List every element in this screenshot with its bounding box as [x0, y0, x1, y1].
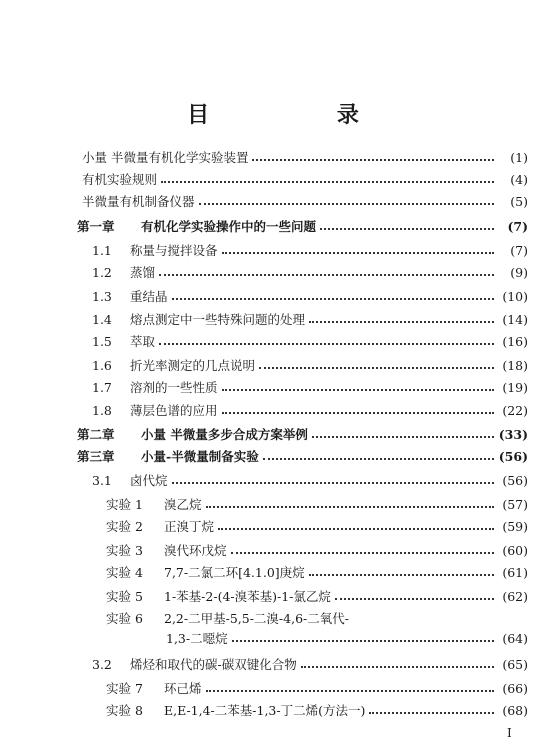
toc-entry — [106, 497, 528, 513]
toc-entry-title: 萃取 — [130, 334, 156, 349]
toc-entry-page: (60) — [502, 543, 528, 558]
toc-leader-dots — [369, 712, 494, 714]
toc-entry-title: E,E-1,4-二苯基-1,3-丁二烯(方法一) — [164, 703, 366, 718]
toc-entry — [92, 358, 528, 374]
toc-entry-page: (64) — [502, 631, 528, 646]
toc-leader-dots — [259, 367, 494, 369]
toc-leader-dots — [161, 181, 494, 183]
toc-entry-page: (16) — [502, 334, 528, 349]
toc-entry — [92, 403, 528, 419]
toc-entry-number: 第三章 — [77, 449, 115, 464]
toc-entry-title: 蒸馏 — [130, 265, 156, 280]
toc-entry — [92, 334, 528, 350]
toc-entry — [92, 473, 528, 489]
toc-entry-number: 第一章 — [77, 219, 115, 234]
toc-entry-title: 小量 半微量多步合成方案举例 — [141, 427, 308, 442]
toc-entry — [92, 265, 528, 281]
toc-entry-title: 溴乙烷 — [164, 497, 202, 512]
toc-entry — [92, 657, 528, 673]
toc-entry-page: (5) — [510, 194, 528, 209]
toc-entry-title: 有机实验规则 — [82, 172, 158, 187]
toc-entry-title: 小量-半微量制备实验 — [141, 449, 259, 464]
toc-entry-number: 实验 2 — [106, 519, 143, 534]
page-number: I — [507, 726, 512, 740]
toc-entry-title: 正溴丁烷 — [164, 519, 215, 534]
toc-entry-title: 熔点测定中一些特殊问题的处理 — [130, 312, 306, 327]
toc-entry-number: 1.6 — [92, 358, 112, 373]
toc-entry-title: 半微量有机制备仪器 — [82, 194, 195, 209]
toc-leader-dots — [301, 666, 494, 668]
toc-leader-dots — [218, 528, 494, 530]
toc-entry-number: 1.1 — [92, 243, 112, 258]
toc-entry-title: 1,3-二噁烷 — [166, 631, 228, 646]
toc-entry — [77, 449, 528, 465]
toc-entry — [166, 631, 528, 647]
toc-entry-page: (14) — [502, 312, 528, 327]
toc-entry-title: 烯烃和取代的碳-碳双键化合物 — [130, 657, 297, 672]
toc-leader-dots — [232, 640, 494, 642]
toc-entry-title: 1-苯基-2-(4-溴苯基)-1-氯乙烷 — [164, 589, 331, 604]
toc-entry — [92, 312, 528, 328]
toc-entry-title: 2,2-二甲基-5,5-二溴-4,6-二氧代- — [164, 611, 349, 626]
toc-entry-page: (18) — [502, 358, 528, 373]
toc-entry-title: 有机化学实验操作中的一些问题 — [141, 219, 317, 234]
toc-leader-dots — [172, 482, 494, 484]
toc-leader-dots — [172, 298, 494, 300]
toc-entry-page: (68) — [502, 703, 528, 718]
toc-entry-page: (33) — [498, 427, 528, 442]
toc-leader-dots — [159, 274, 494, 276]
toc-leader-dots — [252, 159, 494, 161]
toc-entry-title: 薄层色谱的应用 — [130, 403, 218, 418]
toc-leader-dots — [199, 203, 494, 205]
toc-entry-title: 卤代烷 — [130, 473, 168, 488]
toc-entry-number: 实验 3 — [106, 543, 143, 558]
toc-leader-dots — [320, 228, 494, 230]
toc-entry — [92, 380, 528, 396]
toc-leader-dots — [309, 574, 494, 576]
toc-leader-dots — [263, 458, 494, 460]
toc-entry-title: 溶剂的一些性质 — [130, 380, 218, 395]
toc-entry-page: (7) — [507, 219, 528, 234]
toc-entry-number: 实验 8 — [106, 703, 143, 718]
toc-entry-page: (56) — [498, 449, 528, 464]
toc-entry-number: 1.8 — [92, 403, 112, 418]
toc-entry-page: (1) — [510, 150, 528, 165]
toc-entry-number: 3.1 — [92, 473, 112, 488]
toc-entry — [92, 289, 528, 305]
toc-entry-number: 实验 4 — [106, 565, 143, 580]
toc-entry-page: (9) — [510, 265, 528, 280]
toc-entry-page: (62) — [502, 589, 528, 604]
toc-entry — [92, 243, 528, 259]
toc-entry-number: 1.4 — [92, 312, 112, 327]
toc-leader-dots — [206, 690, 494, 692]
toc-entry-page: (59) — [502, 519, 528, 534]
toc-entry-page: (22) — [502, 403, 528, 418]
toc-entry-number: 1.5 — [92, 334, 112, 349]
toc-entry-page: (7) — [510, 243, 528, 258]
toc-entry-title: 环己烯 — [164, 681, 202, 696]
toc-entry — [106, 589, 528, 605]
toc-entry-page: (56) — [502, 473, 528, 488]
toc-entry-title: 重结晶 — [130, 289, 168, 304]
toc-entry — [77, 427, 528, 443]
toc-entry-page: (19) — [502, 380, 528, 395]
toc-entry — [106, 681, 528, 697]
toc-entry-page: (65) — [502, 657, 528, 672]
toc-entry — [77, 219, 528, 235]
toc-entry — [82, 172, 528, 188]
toc-leader-dots — [222, 389, 494, 391]
toc-entry — [82, 194, 528, 210]
toc-entry-number: 第二章 — [77, 427, 115, 442]
toc-entry-number: 实验 1 — [106, 497, 143, 512]
toc-entry-title: 折光率测定的几点说明 — [130, 358, 256, 373]
toc-leader-dots — [309, 321, 494, 323]
toc-entry-title: 小量 半微量有机化学实验装置 — [82, 150, 249, 165]
toc-entry-number: 实验 7 — [106, 681, 143, 696]
toc-leader-dots — [312, 436, 494, 438]
toc-entry-page: (61) — [502, 565, 528, 580]
toc-entry — [106, 519, 528, 535]
toc-leader-dots — [206, 506, 494, 508]
page-title: 目 录 — [187, 102, 419, 128]
toc-entry — [82, 150, 528, 166]
toc-leader-dots — [222, 252, 494, 254]
toc-entry — [106, 565, 528, 581]
toc-entry-number: 1.7 — [92, 380, 112, 395]
toc-entry — [106, 611, 528, 627]
toc-entry-title: 7,7-二氯二环[4.1.0]庚烷 — [164, 565, 305, 580]
toc-leader-dots — [159, 343, 494, 345]
toc-entry — [106, 543, 528, 559]
toc-leader-dots — [222, 412, 494, 414]
toc-entry-title: 溴代环戊烷 — [164, 543, 227, 558]
toc-entry-number: 1.3 — [92, 289, 112, 304]
toc-entry-page: (10) — [502, 289, 528, 304]
toc-entry-number: 实验 5 — [106, 589, 143, 604]
toc-leader-dots — [335, 598, 494, 600]
toc-entry-number: 3.2 — [92, 657, 112, 672]
toc-entry-page: (4) — [510, 172, 528, 187]
toc-entry — [106, 703, 528, 719]
toc-entry-title: 称量与搅拌设备 — [130, 243, 218, 258]
toc-leader-dots — [231, 552, 494, 554]
toc-entry-number: 实验 6 — [106, 611, 143, 626]
toc-entry-page: (57) — [502, 497, 528, 512]
toc-entry-number: 1.2 — [92, 265, 112, 280]
toc-entry-page: (66) — [502, 681, 528, 696]
